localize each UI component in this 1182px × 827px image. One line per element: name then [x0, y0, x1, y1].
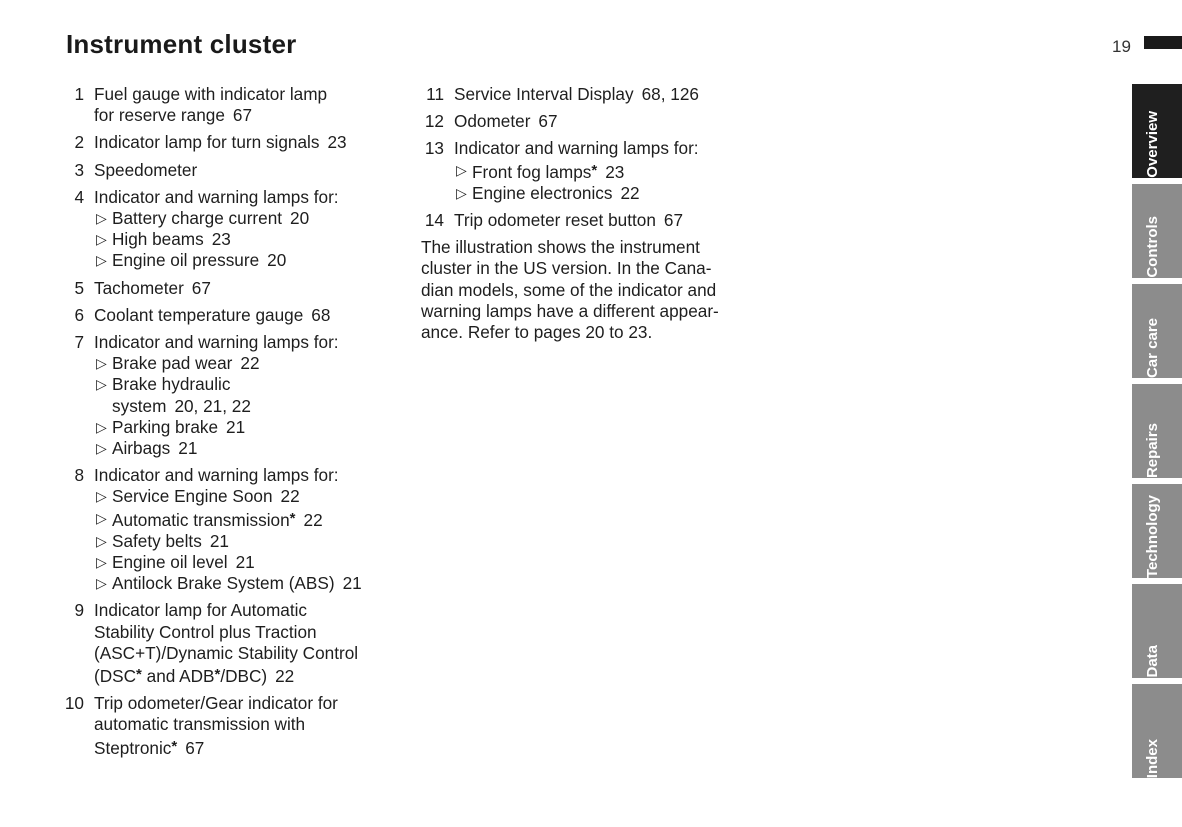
page-ref: 22 [275, 666, 295, 687]
item-number: 2 [74, 132, 84, 153]
item-text: Speedometer [94, 159, 198, 180]
triangle-icon: ▷ [96, 488, 107, 505]
list-item [60, 160, 410, 181]
list-item [60, 132, 410, 153]
asterisk-mark: * [171, 737, 178, 755]
sub-item: ▷ Battery charge current 20 [96, 208, 310, 229]
sub-item: ▷ Engine oil pressure 20 [96, 250, 287, 271]
triangle-icon: ▷ [456, 184, 467, 201]
triangle-icon: ▷ [96, 418, 107, 435]
sub-item: ▷ Antilock Brake System (ABS) 21 [96, 573, 362, 594]
page-ref: 67 [538, 111, 558, 132]
triangle-icon: ▷ [96, 440, 107, 457]
list-item [60, 305, 410, 326]
page-ref: 67 [232, 105, 253, 126]
tab-repairs[interactable]: Repairs [1132, 384, 1182, 478]
triangle-icon: ▷ [96, 210, 107, 227]
page-ref: 68 [311, 304, 331, 325]
list-item: 14 Trip odometer reset button 67 [420, 210, 770, 231]
note-paragraph: The illustration shows the instrument cluster in the US version. In the Cana- dian models, some of the indicator and warning lamps have a different appear- ance. Refer to pages 20 to 23. [421, 237, 719, 343]
item-number: 14 [424, 210, 444, 231]
triangle-icon: ▷ [96, 532, 107, 549]
right-column [420, 84, 770, 343]
triangle-icon: ▷ [96, 575, 107, 592]
sub-item: ▷ Front fog lamps* 23 [456, 161, 625, 182]
triangle-icon: ▷ [456, 161, 467, 178]
item-text: Indicator and warning lamps for: [94, 332, 339, 353]
item-number: 9 [74, 600, 84, 621]
list-item [60, 332, 410, 459]
list-item [60, 465, 410, 594]
sub-item: ▷ Engine oil level 21 [96, 552, 255, 573]
sub-item-continuation: system 20, 21, 22 [112, 395, 251, 416]
triangle-icon: ▷ [96, 554, 107, 571]
item-number: 7 [74, 332, 84, 353]
tab-overview[interactable]: Overview [1132, 84, 1182, 178]
list-item: 13 Indicator and warning lamps for: ▷ Front fog lamps* 23 ▷ Engine electronics 22 [420, 138, 770, 204]
item-text: Indicator and warning lamps for: [94, 186, 339, 207]
sub-item: ▷ Parking brake 21 [96, 416, 246, 437]
item-text: Fuel gauge with indicator lamp [94, 84, 328, 104]
page-ref: 23 [327, 132, 347, 153]
list-item [60, 187, 410, 272]
item-number: 3 [74, 159, 84, 180]
sub-item: ▷ Airbags 21 [96, 438, 198, 459]
item-text: Tachometer [94, 277, 184, 298]
item-number: 1 [74, 84, 84, 104]
item-number: 10 [64, 693, 84, 714]
page-title: Instrument cluster [66, 29, 297, 59]
sub-item: ▷ Brake hydraulic [96, 374, 231, 395]
item-text: for reserve range [94, 105, 225, 126]
page-ref: 67 [663, 210, 684, 231]
item-number: 12 [424, 111, 444, 132]
triangle-icon: ▷ [96, 231, 107, 248]
item-number: 8 [74, 465, 84, 486]
sub-item: ▷ High beams 23 [96, 229, 231, 250]
triangle-icon: ▷ [96, 355, 107, 372]
page-ref: 67 [185, 737, 205, 758]
tab-technology[interactable]: Technology [1132, 484, 1182, 578]
item-number: 13 [424, 138, 444, 159]
item-text: Coolant temperature gauge [94, 304, 304, 325]
list-item: 9 Indicator lamp for Automatic Stability Control plus Traction (ASC+T)/Dynamic Stability Control (DSC* and ADB*/DBC) 22 [60, 600, 410, 687]
asterisk-mark: * [136, 666, 142, 684]
triangle-icon: ▷ [96, 376, 107, 393]
item-number: 6 [74, 304, 84, 325]
list-item [60, 278, 410, 299]
item-number: 5 [74, 277, 84, 298]
triangle-icon: ▷ [96, 509, 107, 526]
item-number: 4 [74, 186, 84, 207]
sub-item: ▷ Service Engine Soon 22 [96, 486, 300, 507]
asterisk-mark: * [591, 161, 598, 179]
page-number: 19 [1112, 37, 1131, 56]
page-marker-bar [1144, 36, 1182, 49]
page-ref: 68, 126 [641, 84, 699, 104]
item-text: Indicator and warning lamps for: [94, 465, 339, 486]
item-text: Indicator lamp for turn signals [94, 132, 320, 153]
sub-item: ▷ Engine electronics 22 [456, 182, 640, 203]
page-ref: 67 [191, 277, 211, 298]
left-column [60, 84, 410, 765]
asterisk-mark: * [289, 509, 296, 527]
sub-item: ▷ Safety belts 21 [96, 530, 229, 551]
tab-data[interactable]: Data [1132, 584, 1182, 678]
list-item: 11 Service Interval Display 68, 126 [420, 84, 770, 105]
asterisk-mark: * [214, 666, 221, 684]
tab-car-care[interactable]: Car care [1132, 284, 1182, 378]
list-item: 12 Odometer 67 [420, 111, 770, 132]
sub-item: ▷ Automatic transmission* 22 [96, 509, 323, 530]
tab-index[interactable]: Index [1132, 684, 1182, 778]
triangle-icon: ▷ [96, 252, 107, 269]
sub-item: ▷ Brake pad wear 22 [96, 353, 260, 374]
list-item [60, 84, 410, 126]
item-number: 11 [426, 84, 444, 104]
list-item: 10 Trip odometer/Gear indicator for automatic transmission with Steptronic* 67 [60, 693, 410, 759]
tab-controls[interactable]: Controls [1132, 184, 1182, 278]
